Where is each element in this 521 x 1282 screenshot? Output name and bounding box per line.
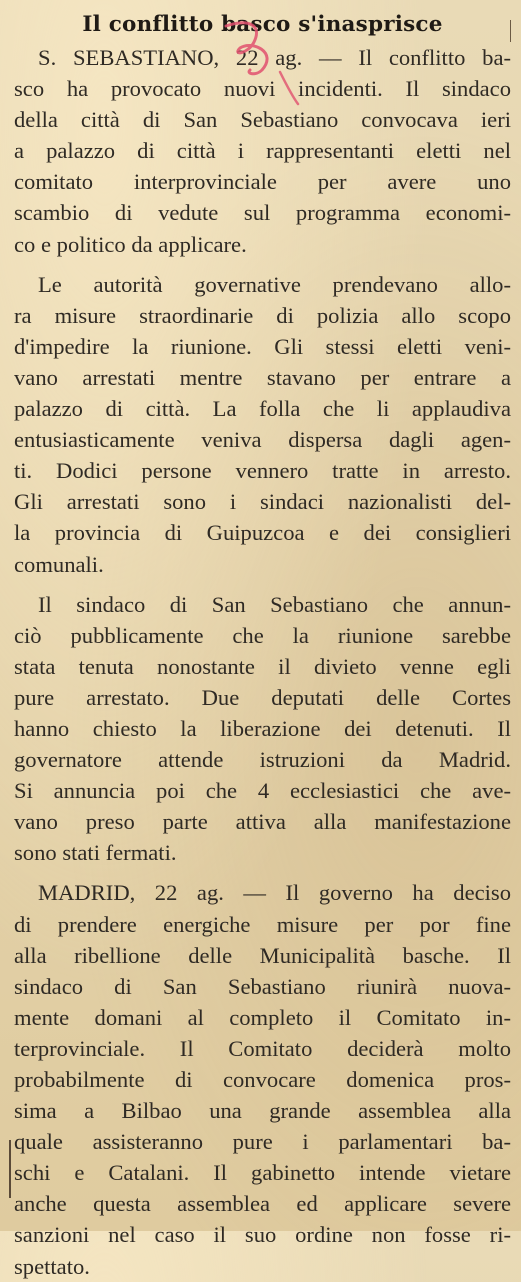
text-line: mente domani al completo il Comitato in- — [14, 1004, 511, 1030]
text-line: d'impedire la riunione. Gli stessi eletti veni- — [14, 333, 511, 359]
text-line: sco ha provocato nuovi incidenti. Il sindaco — [14, 76, 511, 102]
text-line: la provincia di Guipuzcoa e dei consiglieri — [14, 520, 511, 546]
text-line: hanno chiesto la liberazione dei detenuti. Il — [14, 715, 511, 741]
text-line: sima a Bilbao una grande assemblea alla — [14, 1098, 511, 1124]
text-line: spettato. — [14, 1253, 90, 1279]
text-line: comitato interprovinciale per avere uno — [14, 169, 511, 195]
paragraph-gap — [14, 260, 511, 269]
text-line: Le autorità governative prendevano allo- — [38, 271, 511, 297]
text-line: ti. Dodici persone vennero tratte in arresto. — [14, 458, 511, 484]
text-line: S. SEBASTIANO, 22 ag. — Il conflitto ba- — [38, 45, 511, 70]
text-line: alla ribellione delle Municipalità basche. Il — [14, 942, 511, 968]
text-line: sono stati fermati. — [14, 840, 177, 866]
margin-pencil-bar — [9, 1140, 11, 1198]
text-line: ra misure straordinarie di polizia allo scopo — [14, 302, 511, 328]
text-line: schi e Catalani. Il gabinetto intende vietare — [14, 1160, 511, 1186]
text-line: anche questa assemblea ed applicare severe — [14, 1191, 511, 1217]
text-line: terprovinciale. Il Comitato deciderà molto — [14, 1035, 511, 1061]
text-line: MADRID, 22 ag. — Il governo ha deciso — [38, 880, 511, 906]
text-line: della città di San Sebastiano convocava ieri — [14, 107, 511, 133]
paragraph-san-sebastiano — [14, 42, 511, 260]
paragraph-madrid — [14, 877, 511, 1281]
text-line: probabilmente di convocare domenica pros- — [14, 1067, 511, 1092]
text-line: entusiasticamente veniva dispersa dagli agen- — [14, 427, 511, 453]
text-line: stata tenuta nonostante il divieto venne egli — [14, 653, 511, 679]
text-line: vano preso parte attiva alla manifestazione — [14, 809, 511, 835]
text-line: sanzioni nel caso il suo ordine non fosse ri- — [14, 1222, 511, 1248]
clipping-edge-line — [510, 20, 511, 42]
text-line: comunali. — [14, 551, 104, 577]
text-line: Gli arrestati sono i sindaci nazionalisti del- — [14, 489, 511, 515]
text-line: di prendere energiche misure per por fine — [14, 911, 511, 937]
text-line: a palazzo di città i rappresentanti eletti nel — [14, 138, 511, 164]
paragraph-mayor-arrested — [14, 589, 511, 869]
text-line: vano arrestati mentre stavano per entrare a — [14, 364, 511, 390]
headline: Il conflitto basco s'inasprisce — [82, 12, 443, 37]
text-line: pure arrestato. Due deputati delle Cortes — [14, 684, 511, 710]
text-line: palazzo di città. La folla che li applaudiva — [14, 396, 511, 422]
text-line: Il sindaco di San Sebastiano che annun- — [38, 591, 511, 617]
text-line: quale assisteranno pure i parlamentari ba- — [14, 1129, 511, 1155]
text-line: Si annuncia poi che 4 ecclesiastici che ave- — [14, 778, 511, 804]
paragraph-gap — [14, 580, 511, 589]
text-line: scambio di vedute sul programma economi- — [14, 200, 511, 226]
paragraph-police-measures — [14, 269, 511, 580]
text-line: governatore attende istruzioni da Madrid. — [14, 747, 511, 773]
text-line: co e politico da applicare. — [14, 231, 247, 257]
text-line: sindaco di San Sebastiano riunirà nuova- — [14, 973, 511, 999]
article-body — [14, 42, 511, 1282]
text-line: ciò pubblicamente che la riunione sarebbe — [14, 622, 511, 648]
paragraph-gap — [14, 868, 511, 877]
